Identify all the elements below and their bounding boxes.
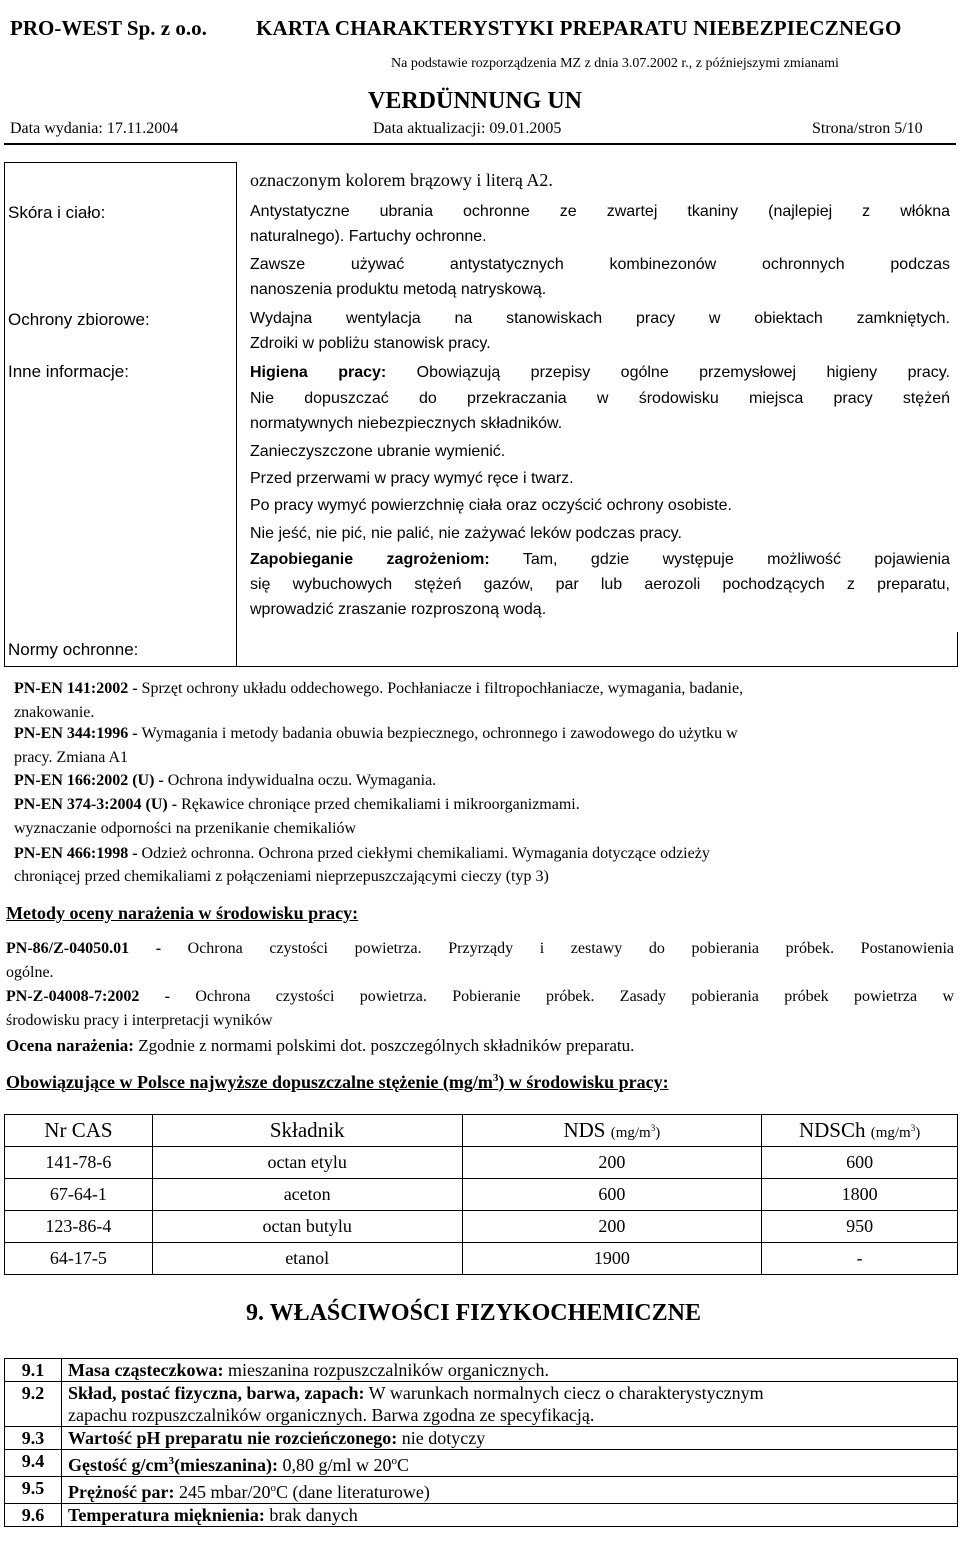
row-number: 9.1 [5, 1359, 62, 1382]
physchem-table [4, 1358, 958, 1527]
table-row [5, 1427, 958, 1450]
row-number: 9.3 [5, 1427, 62, 1450]
text-line: się wybuchowych stężeń gazów, par lub aerozoli pochodzących z preparatu, [250, 576, 950, 593]
prevention-line: Zapobieganie zagrożeniom: Tam, gdzie występuje możliwość pojawienia [250, 551, 950, 568]
cell-nds: 600 [462, 1179, 762, 1211]
text-line: środowisku pracy i interpretacji wyników [6, 1012, 273, 1029]
label-box-right [957, 632, 958, 666]
label-box-divider [236, 162, 237, 666]
table-row [5, 1450, 958, 1477]
text-line: wyznaczanie odporności na przenikanie chemikaliów [14, 820, 357, 837]
cell-component: aceton [152, 1179, 462, 1211]
assessment-line: Ocena narażenia: Zgodnie z normami polskimi dot. poszczególnych składników preparatu. [6, 1036, 635, 1055]
label-group-protection: Ochrony zbiorowe: [8, 310, 150, 329]
text-line: Nie dopuszczać do przekraczania w środowisku miejsca pracy stężeń [250, 390, 950, 407]
cell-ndsch: 950 [762, 1211, 958, 1243]
cell-cas: 123-86-4 [5, 1211, 153, 1243]
row-number: 9.5 [5, 1477, 62, 1504]
text-line: naturalnego). Fartuchy ochronne. [250, 228, 487, 245]
norm-item: PN-EN 374-3:2004 (U) - Rękawice chroniące przed chemikaliami i mikroorganizmami. [14, 796, 580, 813]
row-content: Prężność par: 245 mbar/20$^o$C (dane literaturowe) [62, 1477, 958, 1504]
cell-nds: 200 [462, 1147, 762, 1179]
table-row [5, 1359, 958, 1382]
hygiene-label: Higiena pracy: [250, 364, 387, 381]
norm-item: PN-EN 141:2002 - Sprzęt ochrony układu oddechowego. Pochłaniacze i filtropochłaniacze, wymagania, badanie, [14, 680, 744, 697]
prevention-label: Zapobieganie zagrożeniom: [250, 551, 490, 568]
table-header-row [5, 1115, 958, 1147]
section-9-title: 9. WŁAŚCIWOŚCI FIZYKOCHEMICZNE [246, 1300, 701, 1326]
text-line: ogólne. [6, 964, 54, 981]
page-number: Strona/stron 5/10 [812, 120, 923, 137]
label-other-info: Inne informacje: [8, 362, 129, 381]
text-line: nanoszenia produktu metodą natryskową. [250, 281, 547, 298]
text-line: Zdroiki w pobliżu stanowisk pracy. [250, 335, 491, 352]
norm-item: PN-EN 344:1996 - Wymagania i metody badania obuwia bezpiecznego, ochronnego i zawodowego do użytku w [14, 725, 738, 742]
cell-cas: 64-17-5 [5, 1243, 153, 1275]
col-cas: Nr CAS [5, 1115, 153, 1147]
row-content: Wartość pH preparatu nie rozcieńczonego: nie dotyczy [62, 1427, 958, 1450]
text-line: znakowanie. [14, 704, 95, 721]
row-content: Masa cząsteczkowa: mieszanina rozpuszczalników organicznych. [62, 1359, 958, 1382]
cell-component: etanol [152, 1243, 462, 1275]
text-line: Przed przerwami w pracy wymyć ręce i twarz. [250, 470, 574, 487]
method-item: PN-Z-04008-7:2002 - Ochrona czystości powietrza. Pobieranie próbek. Zasady pobierania próbek powietrza w [6, 988, 955, 1005]
text-line: chroniącej przed chemikaliami z połączeniami nieprzepuszczającymi cieczy (typ 3) [14, 868, 549, 885]
method-item: PN-86/Z-04050.01 - Ochrona czystości powietrza. Przyrządy i zestawy do pobierania próbek. Postanowienia [6, 940, 954, 957]
issue-date: Data wydania: 17.11.2004 [10, 120, 179, 137]
row-content: Skład, postać fizyczna, barwa, zapach: W warunkach normalnych ciecz o charakterystycznym zapachu rozpuszczalników organicznych. Barwa zgodna ze specyfikacją. [62, 1382, 958, 1427]
methods-heading: Metody oceny narażenia w środowisku pracy: [6, 903, 359, 923]
row-number: 9.6 [5, 1504, 62, 1527]
table-row [5, 1147, 958, 1179]
table-row [5, 1211, 958, 1243]
cell-cas: 141-78-6 [5, 1147, 153, 1179]
norm-item: PN-EN 166:2002 (U) - Ochrona indywidualna oczu. Wymagania. [14, 772, 437, 789]
text-line: Wydajna wentylacja na stanowiskach pracy w obiektach zamkniętych. [250, 310, 950, 327]
cell-ndsch: 600 [762, 1147, 958, 1179]
limits-heading: Obowiązujące w Polsce najwyższe dopuszczalne stężenie $(mg/m^3)$ w środowisku pracy: [6, 1072, 669, 1092]
text-line: pracy. Zmiana A1 [14, 749, 129, 766]
row-content: Temperatura mięknienia: brak danych [62, 1504, 958, 1527]
col-ndsch: NDSCh $(mg/m^3)$ [762, 1115, 958, 1147]
cell-nds: 200 [462, 1211, 762, 1243]
row-number: 9.2 [5, 1382, 62, 1427]
header-divider [4, 143, 956, 145]
col-nds: NDS $(mg/m^3)$ [462, 1115, 762, 1147]
table-row [5, 1477, 958, 1504]
label-box-bottom [4, 666, 958, 667]
text-line: oznaczonym kolorem brązowy i literą A2. [250, 170, 553, 190]
cell-cas: 67-64-1 [5, 1179, 153, 1211]
label-norms: Normy ochronne: [8, 640, 139, 659]
hygiene-line: Higiena pracy: Obowiązują przepisy ogólne przemysłowej higieny pracy. [250, 364, 950, 381]
update-date: Data aktualizacji: 09.01.2005 [373, 120, 562, 137]
text-line: Zawsze używać antystatycznych kombinezonów ochronnych podczas [250, 256, 950, 273]
text-line: wprowadzić zraszanie rozproszoną wodą. [250, 601, 547, 618]
table-row [5, 1243, 958, 1275]
product-name: VERDÜNNUNG UN [368, 88, 582, 114]
text-line: Zanieczyszczone ubranie wymienić. [250, 443, 506, 460]
norm-item: PN-EN 466:1998 - Odzież ochronna. Ochrona przed ciekłymi chemikaliami. Wymagania dotyczące odzieży [14, 845, 710, 862]
label-skin: Skóra i ciało: [8, 203, 106, 222]
row-number: 9.4 [5, 1450, 62, 1477]
col-component: Składnik [152, 1115, 462, 1147]
document-title: KARTA CHARAKTERYSTYKI PREPARATU NIEBEZPIECZNEGO [256, 16, 902, 40]
text-line: normatywnych niebezpiecznych składników. [250, 415, 563, 432]
text-line: Nie jeść, nie pić, nie palić, nie zażywać leków podczas pracy. [250, 525, 682, 542]
table-row [5, 1382, 958, 1427]
label-box-top [4, 162, 237, 163]
label-box-left [4, 162, 5, 666]
cell-component: octan butylu [152, 1211, 462, 1243]
cell-ndsch: 1800 [762, 1179, 958, 1211]
legal-basis: Na podstawie rozporządzenia MZ z dnia 3.07.2002 r., z późniejszymi zmianami [391, 56, 839, 71]
company-name: PRO-WEST Sp. z o.o. [10, 16, 207, 40]
exposure-limits-table [4, 1114, 958, 1275]
cell-component: octan etylu [152, 1147, 462, 1179]
text-line: Antystatyczne ubrania ochronne ze zwartej tkaniny (najlepiej z włókna [250, 203, 950, 220]
text-line: Po pracy wymyć powierzchnię ciała oraz oczyścić ochrony osobiste. [250, 497, 732, 514]
row-content: Gęstość $g/cm^3(mieszanina)$: 0,80 g/ml w 20$^o$C [62, 1450, 958, 1477]
table-row [5, 1504, 958, 1527]
cell-nds: 1900 [462, 1243, 762, 1275]
table-row [5, 1179, 958, 1211]
cell-ndsch: - [762, 1243, 958, 1275]
